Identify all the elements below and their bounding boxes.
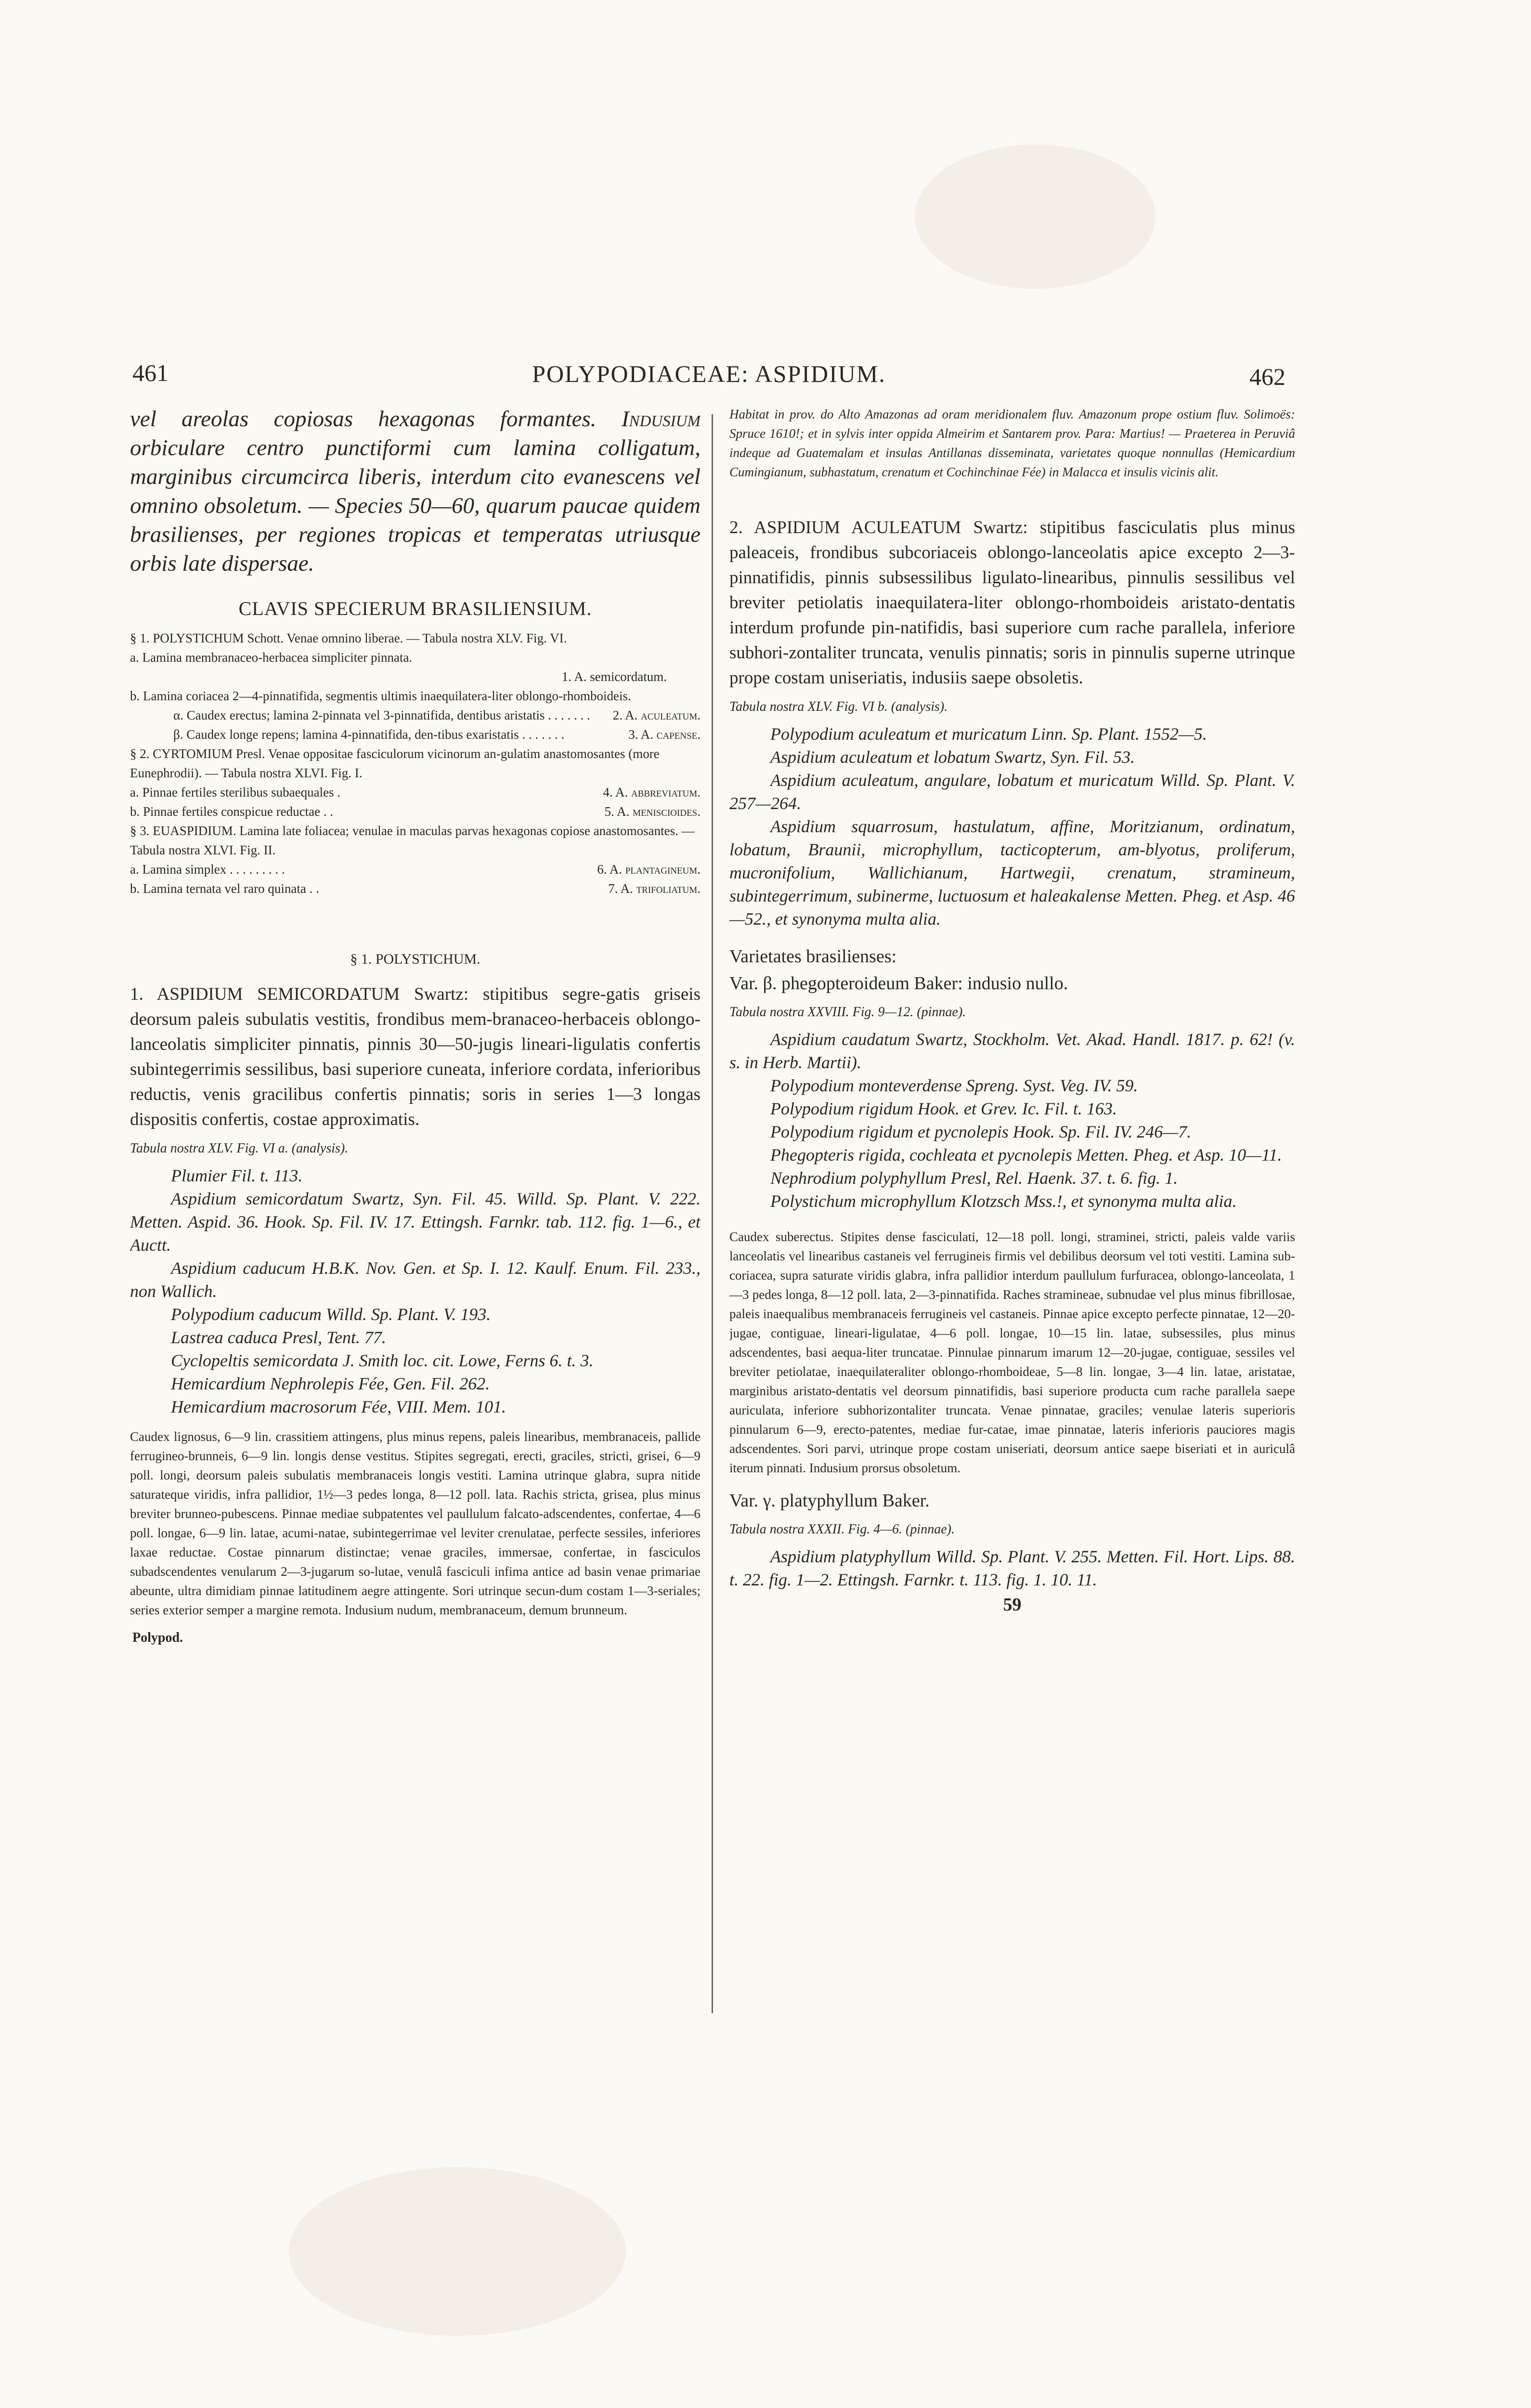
synonym-entry: Polypodium monteverdense Spreng. Syst. Veg. IV. 59. — [770, 1076, 1138, 1095]
paper-stain — [289, 2167, 626, 2336]
key-entry-text: β. Caudex longe repens; lamina 4-pinnatifida, den-tibus exaristatis . . . . . . . — [173, 727, 565, 742]
page-number-right: 462 — [1249, 363, 1285, 390]
synonym-entry: Aspidium caudatum Swartz, Stockholm. Vet. Akad. Handl. 1817. p. 62! (v. s. in Herb. Martii). — [729, 1030, 1295, 1072]
synonym-entry: Hemicardium macrosorum Fée, VIII. Mem. 101. — [171, 1397, 506, 1416]
key-entry-text: a. Lamina membranaceo-herbacea simpliciter pinnata. — [130, 650, 413, 665]
key-entry-text: α. Caudex erectus; lamina 2-pinnata vel 3-pinnatifida, dentibus aristatis . . . . . . . — [173, 708, 590, 722]
key-entry — [130, 744, 701, 783]
key-entry-text: a. Pinnae fertiles sterilibus subaequales . — [130, 785, 341, 799]
synonym-entry: Polypodium caducum Willd. Sp. Plant. V. 193. — [171, 1305, 491, 1324]
key-entry-text: b. Lamina ternata vel raro quinata . . — [130, 881, 319, 896]
key-entry — [130, 860, 701, 879]
key-entry-result: 5. A. meniscioides. — [604, 804, 701, 819]
running-head: POLYPODIACEAE: ASPIDIUM. — [532, 360, 886, 387]
key-entry-text: § 1. POLYSTICHUM Schott. Venae omnino liberae. — Tabula nostra XLV. Fig. VI. — [130, 631, 567, 645]
right-column — [729, 405, 1295, 2052]
genus-description — [130, 405, 701, 578]
indusium-label: Indusium — [621, 406, 701, 432]
variety-beta-description: Caudex suberectus. Stipites dense fasciculati, 12—18 poll. longi, straminei, stricti, paleis valde variis lanceolatis vel linearibus castaneis vel ferrugineis firmis vel debilibus deorsum vel toti vestiti. Lamina sub-coriacea, supra saturate viridis glabra, infra pallidior interdum paullulum furfuracea, oblongo-lanceolata, 1—3 pedes longa, 8—12 poll. lata, 2—3-pinnatifida. Raches stramineae, subnudae vel plus minus fibrillosae, paleis inaequalibus membranaceis ferrugineis vel castaneis. Pinnae apice excepto perfecte pinnatae, 12—20-jugae, contiguae, lineari-ligulatae, 4—6 poll. longae, 10—15 lin. latae, subsessiles, plus minus adscendentes, basi aequa-liter truncatae. Pinnulae pinnarum imarum 12—20-jugae, contiguae, sessiles vel breviter petiolatae, inaequilateraliter oblongo-rhomboideae, 5—8 lin. longae, 3—4 lin. latae, aristatae, marginibus aristato-dentatis vel deorsum pinnatifidis, basi superiore producta cum rache parallela saepe auriculata, inferiore subhorizontaliter truncata. Venae pinnatae, graciles; venulae lateris superioris pinnularum 6—9, erecto-patentes, mediae fur-catae, imae pinnatae, lateris inferioris pauciores magis adscendentes. Sori parvi, utrinque prope costam uniseriati, deorsum antice saepe biseriati et in auriculâ iterum pinnati. Indusium prorsus obsoletum. — [729, 1230, 1295, 1475]
key-entry — [130, 879, 701, 898]
key-entry — [130, 686, 701, 706]
species-1-habitat: Habitat in prov. do Alto Amazonas ad oram meridionalem fluv. Amazonum prope ostium fluv. Solimoës: Spruce 1610!; et in sylvis inter oppida Almeirim et Santarem prov. Para: Martius! — Praeterea in Peruviâ indeque ad Guatemalam et insulas Antillanas disseminata, varietates quoque nonnullas (Hemicardium Cumingianum, subhastatum, crenatum et Cochinchinae Fée) in Malacca et insulis vicinis alit. — [729, 407, 1295, 479]
key-entry-result: 2. A. aculeatum. — [612, 708, 701, 722]
printer-signature: 59 — [1003, 1595, 1022, 1615]
variety-gamma-synonym: Aspidium platyphyllum Willd. Sp. Plant. V. 255. Metten. Fil. Hort. Lips. 88. t. 22. fig. 1—2. Ettingsh. Farnkr. t. 113. fig. 1. 10. 11. — [729, 1547, 1295, 1589]
key-entry — [130, 648, 701, 667]
page-number-left: 461 — [132, 359, 169, 386]
key-entry — [130, 802, 701, 821]
synonym-entry: Polystichum microphyllum Klotzsch Mss.!, et synonyma multa alia. — [770, 1191, 1237, 1211]
intro-text-2: orbiculare centro punctiformi cum lamina colligatum, marginibus circumcirca liberis, interdum cito evanescens vel omnino obsoletum. — Species 50—60, quarum paucae quidem brasilienses, per regiones tropicas et temperatas utriusque orbis late dispersae. — [130, 435, 701, 576]
synonym-entry: Aspidium aculeatum et lobatum Swartz, Syn. Fil. 53. — [770, 747, 1135, 767]
species-1-diagnosis: 1. ASPIDIUM SEMICORDATUM Swartz: stipitibus segre-gatis griseis deorsum paleis subulatis vestitis, frondibus mem-branaceo-herbaceis oblongo-lanceolatis simpliciter pinnatis, pinnis 30—50-jugis lineari-ligulatis confertis subintegerrimis sessilibus, basi superiore cuneata, inferiore cordata, inferioribus reductis, venis gracilibus confertis pinnatis; soris in series 1—3 longas dispositis confertis, costae approximatis. — [130, 984, 701, 1129]
variety-beta-heading: Var. β. phegopteroideum Baker: indusio nullo. — [729, 973, 1068, 994]
species-2-diagnosis: 2. ASPIDIUM ACULEATUM Swartz: stipitibus fasciculatis plus minus paleaceis, frondibus subcoriaceis oblongo-lanceolatis apice excepto 2—3-pinnatifidis, pinnis subsessilibus ligulato-linearibus, pinnulis sessilibus vel breviter petiolatis inaequilatera-liter oblongo-rhomboideis aristato-dentatis interdum profunde pin-natifidis, basi superiore cum rache parallela, inferiore subhori-zontaliter truncata, venulis pinnatis; soris in pinnulis superne utrinque prope costam uniseriatis, indusiis saepe obsoletis. — [729, 518, 1295, 688]
key-entry — [130, 706, 701, 725]
synonym-entry: Phegopteris rigida, cochleata et pycnolepis Metten. Pheg. et Asp. 10—11. — [770, 1145, 1282, 1165]
synonym-entry: Lastrea caduca Presl, Tent. 77. — [171, 1328, 386, 1347]
key-entry-text: b. Pinnae fertiles conspicue reductae . . — [130, 804, 334, 819]
key-entry — [130, 725, 701, 744]
variety-gamma-tabula: Tabula nostra XXXII. Fig. 4—6. (pinnae). — [729, 1522, 955, 1537]
key-entry-result: 6. A. plantagineum. — [597, 862, 701, 877]
varietates-title: Varietates brasilienses: — [729, 946, 897, 967]
key-entry-result: 7. A. trifoliatum. — [608, 881, 701, 896]
synonym-entry: Polypodium aculeatum et muricatum Linn. Sp. Plant. 1552—5. — [770, 724, 1207, 744]
species-2-tabula: Tabula nostra XLV. Fig. VI b. (analysis). — [729, 699, 948, 714]
synonym-entry: Aspidium caducum H.B.K. Nov. Gen. et Sp. I. 12. Kaulf. Enum. Fil. 233., non Wallich. — [130, 1258, 701, 1301]
footer-signature-left: Polypod. — [132, 1630, 183, 1645]
key-entry — [130, 821, 701, 860]
key-result: 1. A. semicordatum. — [561, 669, 667, 684]
key-entry-text: § 3. EUASPIDIUM. Lamina late foliacea; venulae in maculas parvas hexagonas copiose anastomosantes. — Tabula nostra XLVI. Fig. II. — [130, 824, 695, 857]
intro-text-1: vel areolas copiosas hexagonas formantes. — [130, 406, 597, 432]
species-key — [130, 628, 701, 898]
variety-gamma-heading: Var. γ. platyphyllum Baker. — [729, 1491, 930, 1511]
key-entry-result: 3. A. capense. — [628, 727, 701, 742]
key-entry-text: a. Lamina simplex . . . . . . . . . — [130, 862, 285, 877]
synonym-entry: Cyclopeltis semicordata J. Smith loc. cit. Lowe, Ferns 6. t. 3. — [171, 1351, 594, 1370]
paper-stain — [915, 144, 1155, 289]
synonym-entry: Plumier Fil. t. 113. — [171, 1166, 303, 1185]
left-column — [130, 405, 701, 2052]
key-entry-text: § 2. CYRTOMIUM Presl. Venae oppositae fasciculorum vicinorum an-gulatim anastomosantes (more Eunephrodii). — Tabula nostra XLVI. Fig. I. — [130, 746, 660, 780]
section-title: § 1. POLYSTICHUM. — [350, 951, 480, 967]
species-1-description: Caudex lignosus, 6—9 lin. crassitiem attingens, plus minus repens, paleis linearibus, membranaceis, pallide ferrugineo-brunneis, 6—9 lin. longis dense vestitus. Stipites segregati, erecti, graciles, stricti, grisei, 6—9 poll. longi, deorsum paleis subulatis membranaceis longis vestiti. Lamina utrinque glabra, supra nitide saturateque viridis, infra pallidior, 1½—3 pedes longa, 8—12 poll. lata. Rachis stricta, grisea, plus minus breviter brunneo-pubescens. Pinnae mediae subpatentes vel paullulum falcato-adscendentes, confertae, 4—6 poll. longae, 6—9 lin. latae, acumi-natae, subintegerrimae vel leviter crenulatae, perfecte sessiles, inferiores laxae reductae. Costae pinnarum distinctae; venae graciles, immersae, confertae, in fasciculos subadscendentes venularum 2—3-jugarum so-lutae, venulâ fasciculi infima antice ad basin venae primariae abeunte, ultra dimidiam pinnae latitudinem aegre attingente. Sori utrinque secun-dum costam 1—3-seriales; series exterior semper a margine remota. Indusium nudum, membranaceum, demum brunneum. — [130, 1429, 701, 1617]
key-entry-text: b. Lamina coriacea 2—4-pinnatifida, segmentis ultimis inaequilatera-liter oblongo-rhomboideis. — [130, 689, 631, 703]
synonym-entry: Aspidium semicordatum Swartz, Syn. Fil. 45. Willd. Sp. Plant. V. 222. Metten. Aspid. 36. Hook. Sp. Fil. IV. 17. Ettingsh. Farnkr. tab. 112. fig. 1—6., et Auctt. — [130, 1189, 701, 1255]
synonym-entry: Polypodium rigidum Hook. et Grev. Ic. Fil. t. 163. — [770, 1099, 1117, 1118]
synonym-entry: Aspidium aculeatum, angulare, lobatum et muricatum Willd. Sp. Plant. V. 257—264. — [729, 771, 1295, 813]
clavis-title: CLAVIS SPECIERUM BRASILIENSIUM. — [238, 598, 592, 619]
key-entry — [130, 783, 701, 802]
synonym-entry: Nephrodium polyphyllum Presl, Rel. Haenk. 37. t. 6. fig. 1. — [770, 1168, 1178, 1188]
species-1-tabula: Tabula nostra XLV. Fig. VI a. (analysis). — [130, 1141, 349, 1156]
page-header — [132, 359, 1285, 393]
species-2-synonyms — [729, 722, 1295, 930]
variety-beta-tabula: Tabula nostra XXVIII. Fig. 9—12. (pinnae). — [729, 1005, 966, 1020]
synonym-entry: Polypodium rigidum et pycnolepis Hook. Sp. Fil. IV. 246—7. — [770, 1122, 1192, 1141]
variety-beta-synonyms — [729, 1028, 1295, 1213]
column-divider — [712, 414, 713, 2013]
synonym-entry: Aspidium squarrosum, hastulatum, affine, Moritzianum, ordinatum, lobatum, Braunii, microphyllum, tacticopterum, am-blyotus, proliferum, mucronifolium, Wallichianum, Hartwegii, crenatum, stramineum, subintegerrimum, subinerme, luctuosum et haleakalense Metten. Pheg. et Asp. 46—52., et synonyma multa alia. — [729, 817, 1295, 929]
species-1-synonyms — [130, 1164, 701, 1418]
key-entry — [130, 628, 701, 648]
synonym-entry: Hemicardium Nephrolepis Fée, Gen. Fil. 262. — [171, 1374, 490, 1393]
key-entry-result: 4. A. abbreviatum. — [603, 785, 701, 799]
